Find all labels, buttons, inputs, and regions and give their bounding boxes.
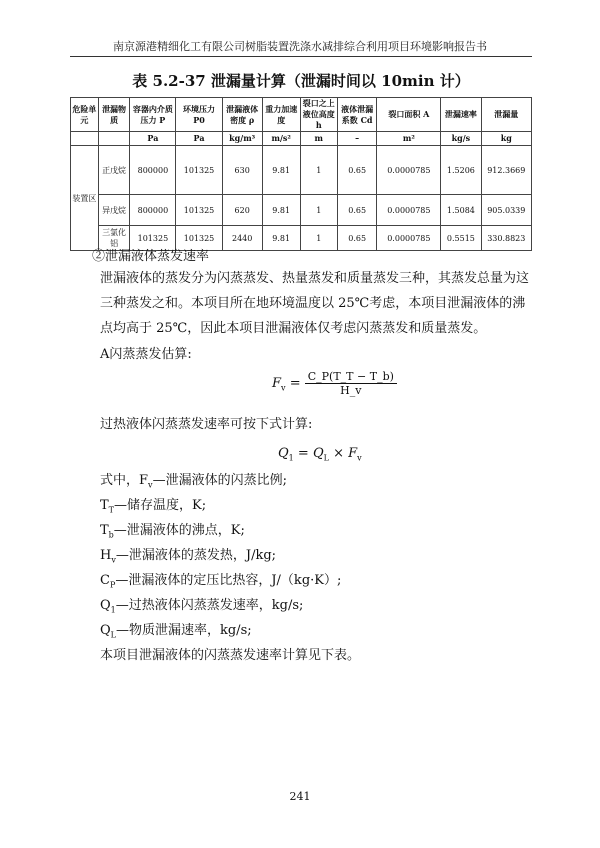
col-header: 液体泄漏系数 Cd <box>337 98 377 132</box>
section-paragraph: 泄漏液体的蒸发分为闪蒸蒸发、热量蒸发和质量蒸发三种，其蒸发总量为这三种蒸发之和。本项目所在地环境温度以 25℃考虑，本项目泄漏液体的沸点均高于 25℃，因此本项目泄漏液体仅考虑闪蒸蒸发和质量蒸发。 <box>100 271 530 336</box>
col-header: 环境压力 P0 <box>176 98 222 132</box>
cd-cell: 0.65 <box>337 226 377 251</box>
amount-cell: 905.0339 <box>481 195 531 226</box>
col-header: 泄漏速率 <box>441 98 481 132</box>
section-heading: ②泄漏液体蒸发速率 <box>92 249 210 264</box>
unit-cell: kg/s <box>441 132 481 146</box>
formula-intro: 过热液体闪蒸蒸发速率可按下式计算: <box>100 417 313 432</box>
density-cell: 620 <box>222 195 262 226</box>
col-header: 泄漏液体密度 ρ <box>222 98 262 132</box>
unit-cell <box>71 132 99 146</box>
rate-cell: 1.5084 <box>441 195 481 226</box>
pressure-cell: 101325 <box>130 226 176 251</box>
density-cell: 630 <box>222 146 262 195</box>
formula-denominator: H_v <box>340 384 362 397</box>
pressure-cell: 800000 <box>130 146 176 195</box>
formula-flash-rate: $Q_1 = Q_L \times F_v$ <box>278 446 362 463</box>
ambient-pressure-cell: 101325 <box>176 146 222 195</box>
definition-line: $Q_1—$过热液体闪蒸蒸发速率，kg/s; <box>100 598 304 615</box>
density-cell: 2440 <box>222 226 262 251</box>
ambient-pressure-cell: 101325 <box>176 226 222 251</box>
unit-cell: Pa <box>130 132 176 146</box>
height-cell: 1 <box>300 146 337 195</box>
formula-flash-fraction: $F_v$ = $\frac{C\_P(T\_T - T\_b)}{H\_v}$ <box>272 370 397 397</box>
unit-cell <box>98 132 130 146</box>
table-row <box>71 195 532 226</box>
unit-label-cell: 装置区 <box>71 146 99 251</box>
definition-line: $Q_L—$物质泄漏速率，kg/s; <box>100 623 252 640</box>
col-header: 危险单元 <box>71 98 99 132</box>
table-row <box>71 146 532 195</box>
gravity-cell: 9.81 <box>262 146 300 195</box>
unit-cell: Pa <box>176 132 222 146</box>
unit-cell: m <box>300 132 337 146</box>
unit-cell: kg <box>481 132 531 146</box>
ambient-pressure-cell: 101325 <box>176 195 222 226</box>
area-cell: 0.0000785 <box>377 146 441 195</box>
unit-cell: m² <box>377 132 441 146</box>
definition-line: $H_v—$泄漏液体的蒸发热，J/kg; <box>100 548 277 565</box>
substance-cell: 三氯化铝 <box>98 226 130 251</box>
amount-cell: 912.3669 <box>481 146 531 195</box>
col-header: 容器内介质压力 P <box>130 98 176 132</box>
height-cell: 1 <box>300 226 337 251</box>
area-cell: 0.0000785 <box>377 195 441 226</box>
rate-cell: 1.5206 <box>441 146 481 195</box>
pressure-cell: 800000 <box>130 195 176 226</box>
substance-cell: 正戊烷 <box>98 146 130 195</box>
gravity-cell: 9.81 <box>262 195 300 226</box>
col-header: 泄漏量 <box>481 98 531 132</box>
definition-line: $C_P—$泄漏液体的定压比热容，J/（kg·K）; <box>100 573 342 590</box>
col-header: 泄漏物质 <box>98 98 130 132</box>
col-header: 裂口之上液位高度 h <box>300 98 337 132</box>
definition-line: $T_T—$储存温度，K; <box>100 498 207 515</box>
page-number: 241 <box>289 790 311 803</box>
cd-cell: 0.65 <box>337 195 377 226</box>
definition-line: 式中，$F_v—$泄漏液体的闪蒸比例; <box>100 473 287 490</box>
closing-line: 本项目泄漏液体的闪蒸蒸发速率计算见下表。 <box>100 648 361 663</box>
gravity-cell: 9.81 <box>262 226 300 251</box>
unit-cell: kg/m³ <box>222 132 262 146</box>
unit-cell: – <box>337 132 377 146</box>
header-rule <box>70 56 532 57</box>
area-cell: 0.0000785 <box>377 226 441 251</box>
table-row <box>71 226 532 251</box>
rate-cell: 0.5515 <box>441 226 481 251</box>
leak-calc-table <box>70 97 532 251</box>
unit-cell: m/s² <box>262 132 300 146</box>
subheading: A闪蒸蒸发估算: <box>100 347 192 362</box>
height-cell: 1 <box>300 195 337 226</box>
substance-cell: 异戊烷 <box>98 195 130 226</box>
running-header: 南京源港精细化工有限公司树脂装置洗涤水减排综合利用项目环境影响报告书 <box>113 40 487 53</box>
amount-cell: 330.8823 <box>481 226 531 251</box>
formula-numerator: C_P(T_T − T_b) <box>305 370 397 384</box>
cd-cell: 0.65 <box>337 146 377 195</box>
col-header: 重力加速度 <box>262 98 300 132</box>
col-header: 裂口面积 A <box>377 98 441 132</box>
table-title: 表 5.2-37 泄漏量计算（泄漏时间以 10min 计） <box>132 72 470 90</box>
definition-line: $T_b—$泄漏液体的沸点，K; <box>100 523 245 540</box>
